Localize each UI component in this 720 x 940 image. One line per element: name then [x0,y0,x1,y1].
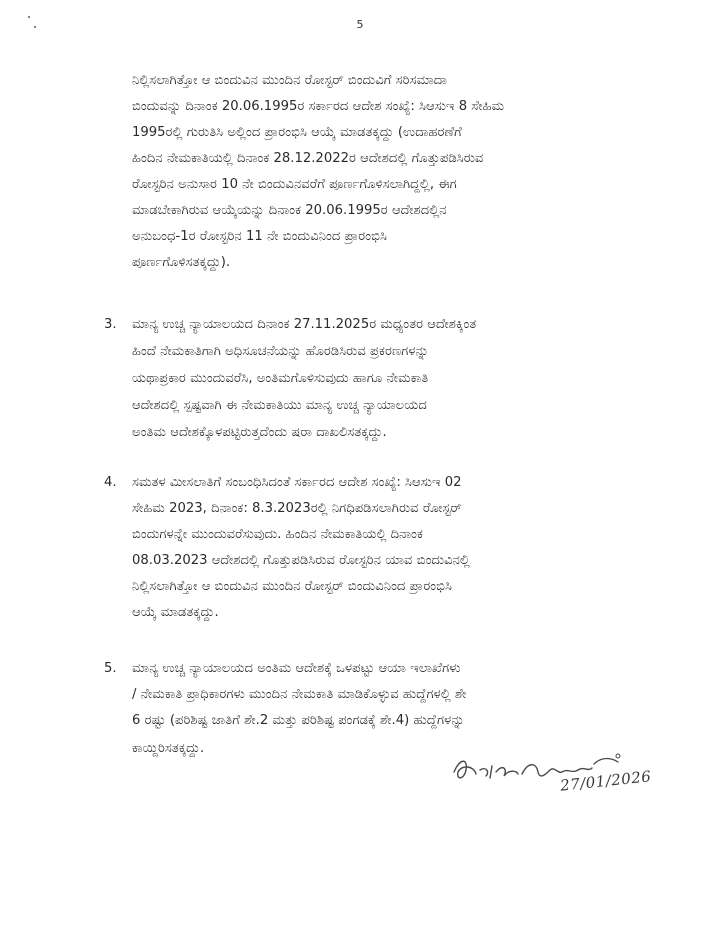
item-number: 5. [104,661,117,676]
signature-date: 27/01/2026 [559,767,653,795]
item-line: ಆಯ್ಕೆ ಮಾಡತಕ್ಕದ್ದು. [132,605,219,620]
item-line: ಮಾನ್ಯ ಉಚ್ಚ ನ್ಯಾಯಾಲಯದ ದಿನಾಂಕ 27.11.2025ರ ಮಧ್ಯಂತರ ಆದೇಶಕ್ಕಿಂತ [132,317,477,332]
intro-line: ಹಿಂದಿನ ನೇಮಕಾತಿಯಲ್ಲಿ ದಿನಾಂಕ 28.12.2022ರ ಆದೇಶದಲ್ಲಿ ಗೊತ್ತುಪಡಿಸಿರುವ [132,151,484,166]
item-line: ಸೇಹಿಮ 2023, ದಿನಾಂಕ: 8.3.2023ರಲ್ಲಿ ನಿಗಧಿಪಡಿಸಲಾಗಿರುವ ರೋಸ್ಟರ್ [132,501,462,516]
item-line: / ನೇಮಕಾತಿ ಪ್ರಾಧಿಕಾರಗಳು ಮುಂದಿನ ನೇಮಕಾತಿ ಮಾಡಿಕೊಳ್ಳುವ ಹುದ್ದೆಗಳಲ್ಲಿ ಶೇ [132,687,467,702]
item-line: ಕಾಯ್ದಿರಿಸತಕ್ಕದ್ದು. [132,741,205,756]
intro-line: ಬಿಂದುವನ್ನು ದಿನಾಂಕ 20.06.1995ರ ಸರ್ಕಾರದ ಆದೇಶ ಸಂಖ್ಯೆ: ಸಿಆಸುಇ 8 ಸೇಹಿಮ [132,99,505,114]
item-line: ನಿಲ್ಲಿಸಲಾಗಿತ್ತೋ ಆ ಬಿಂದುವಿನ ಮುಂದಿನ ರೋಸ್ಟರ್ ಬಿಂದುವಿನಿಂದ ಪ್ರಾರಂಭಿಸಿ [132,579,453,594]
item-line: 08.03.2023 ಆದೇಶದಲ್ಲಿ ಗೊತ್ತುಪಡಿಸಿರುವ ರೋಸ್ಟರಿನ ಯಾವ ಬಿಂದುವಿನಲ್ಲಿ [132,553,470,568]
scan-speck [28,16,30,18]
item-line: ಬಿಂದುಗಳನ್ನೇ ಮುಂದುವರೆಸುವುದು. ಹಿಂದಿನ ನೇಮಕಾತಿಯಲ್ಲಿ ದಿನಾಂಕ [132,527,423,542]
item-number: 3. [104,317,117,332]
item-line: ಯಥಾಪ್ರಕಾರ ಮುಂದುವರೆಸಿ, ಅಂತಿಮಗೊಳಿಸುವುದು ಹಾಗೂ ನೇಮಕಾತಿ [132,371,429,386]
intro-line: 1995ರಲ್ಲಿ ಗುರುತಿಸಿ ಅಲ್ಲಿಂದ ಪ್ರಾರಂಭಿಸಿ ಆಯ್ಕೆ ಮಾಡತಕ್ಕದ್ದು (ಉದಾಹರಣೆಗೆ [132,125,462,140]
scan-speck [34,26,36,28]
intro-line: ರೋಸ್ಟರಿನ ಅನುಸಾರ 10 ನೇ ಬಿಂದುವಿನವರೆಗೆ ಪೂರ್ಣಗೊಳಿಸಲಾಗಿದ್ದಲ್ಲಿ, ಈಗ [132,177,457,192]
item-line: ಅಂತಿಮ ಆದೇಶಕ್ಕೊಳಪಟ್ಟಿರುತ್ತದೆಂದು ಷರಾ ದಾಖಲಿಸತಕ್ಕದ್ದು. [132,425,387,440]
intro-line: ಪೂರ್ಣಗೊಳಿಸತಕ್ಕದ್ದು). [132,255,231,270]
intro-line: ಮಾಡಬೇಕಾಗಿರುವ ಆಯ್ಕೆಯನ್ನು ದಿನಾಂಕ 20.06.1995ರ ಆದೇಶದಲ್ಲಿನ [132,203,447,218]
item-line: ಆದೇಶದಲ್ಲಿ ಸ್ಪಷ್ಟವಾಗಿ ಈ ನೇಮಕಾತಿಯು ಮಾನ್ಯ ಉಚ್ಚ ನ್ಯಾಯಾಲಯದ [132,398,427,413]
item-line: ಸಮತಳ ಮೀಸಲಾತಿಗೆ ಸಂಬಂಧಿಸಿದಂತೆ ಸರ್ಕಾರದ ಆದೇಶ ಸಂಖ್ಯೆ: ಸಿಆಸುಇ 02 [132,475,462,490]
intro-line: ನಿಲ್ಲಿಸಲಾಗಿತ್ತೋ ಆ ಬಿಂದುವಿನ ಮುಂದಿನ ರೋಸ್ಟರ್ ಬಿಂದುವಿಗೆ ಸರಿಸಮಾದಾ [132,73,447,88]
intro-line: ಅನುಬಂಧ-1ರ ರೋಸ್ಟರಿನ 11 ನೇ ಬಿಂದುವಿನಿಂದ ಪ್ರಾರಂಭಿಸಿ [132,229,387,244]
item-line: 6 ರಷ್ಟು (ಪರಿಶಿಷ್ಟ ಜಾತಿಗೆ ಶೇ.2 ಮತ್ತು ಪರಿಶಿಷ್ಟ ಪಂಗಡಕ್ಕೆ ಶೇ.4) ಹುದ್ದೆಗಳನ್ನು [132,713,465,728]
item-line: ಮಾನ್ಯ ಉಚ್ಚ ನ್ಯಾಯಾಲಯದ ಅಂತಿಮ ಆದೇಶಕ್ಕೆ ಒಳಪಟ್ಟು ಆಯಾ ಇಲಾಖೆಗಳು [132,661,461,676]
page-number: 5 [356,18,364,31]
item-line: ಹಿಂದೆ ನೇಮಕಾತಿಗಾಗಿ ಅಧಿಸೂಚನೆಯನ್ನು ಹೊರಡಿಸಿರುವ ಪ್ರಕರಣಗಳನ್ನು [132,344,429,359]
item-number: 4. [104,475,117,490]
